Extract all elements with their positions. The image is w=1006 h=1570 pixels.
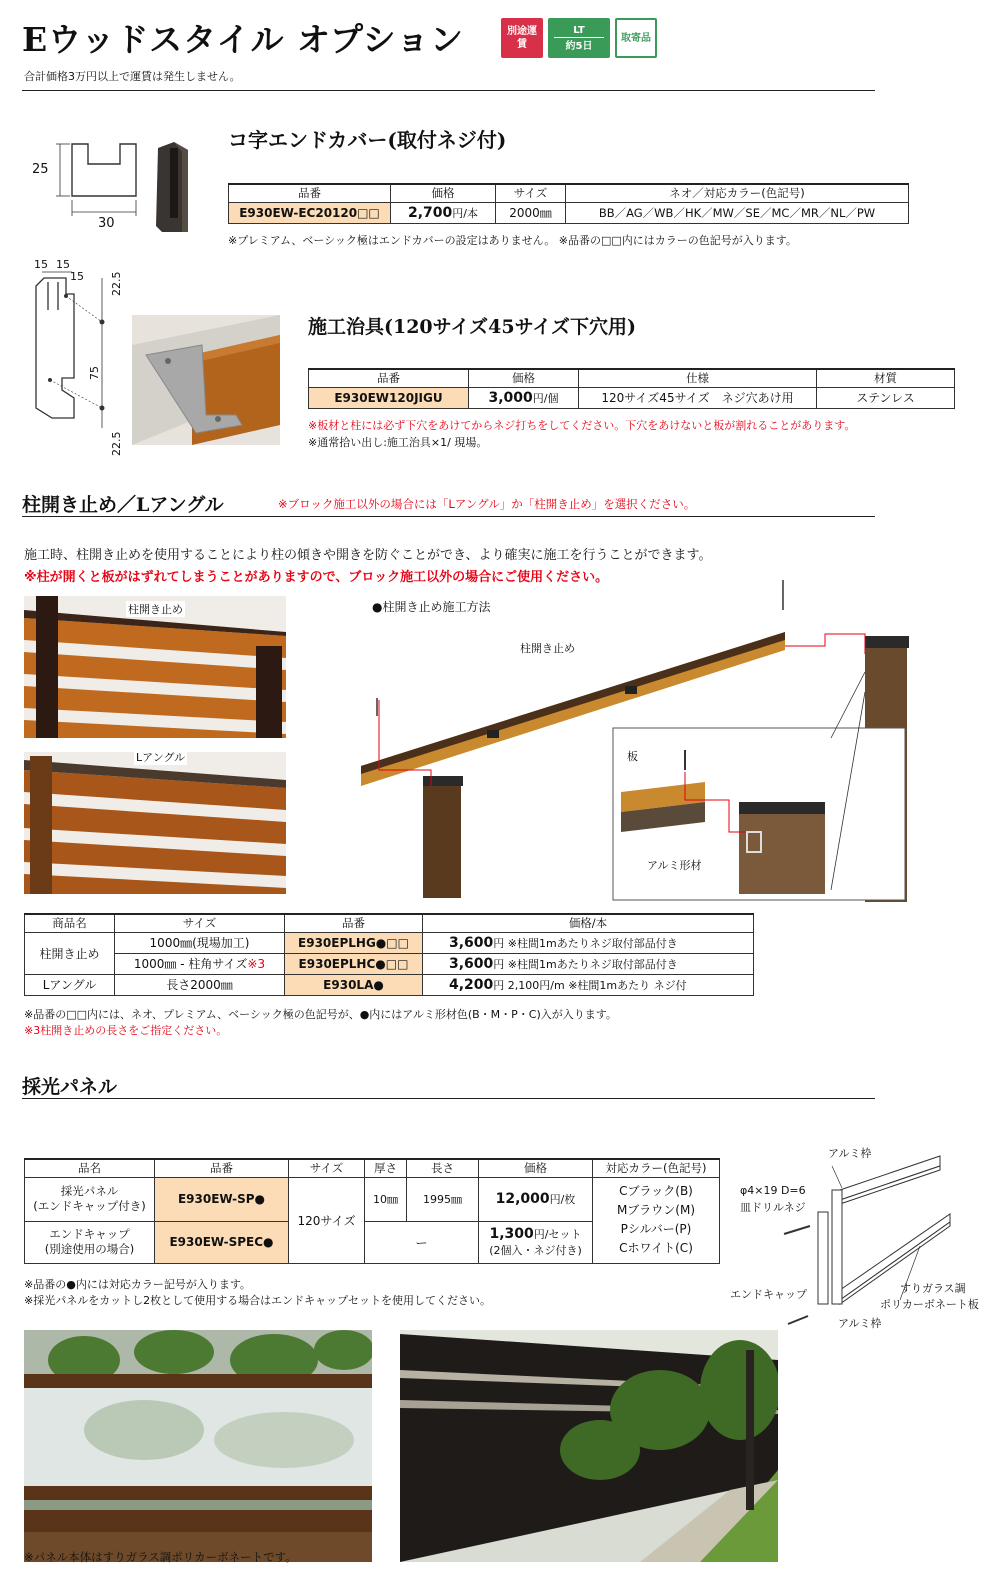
col-header-price: 価格 — [391, 184, 496, 202]
price: 4,200円 2,100円/m ※柱間1mあたり ネジ付 — [423, 974, 754, 995]
page-subtitle: 合計価格3万円以上で運賃は発生しません。 — [24, 70, 241, 83]
product-name: Lアングル — [25, 974, 115, 995]
size: 長さ2000㎜ — [115, 974, 285, 995]
diagram-glass-2: ポリカーボネート板 — [880, 1298, 979, 1311]
part-number: E930EW-EC20120□□ — [229, 202, 391, 223]
col-header-price: 価格/本 — [423, 914, 754, 932]
post-stop-photo-label: 柱開き止め — [128, 603, 183, 616]
inset-board-label: 板 — [627, 750, 638, 763]
lead-time-badge — [548, 18, 610, 58]
table-row — [25, 974, 754, 995]
post-stop-title-note: ※ブロック施工以外の場合には「Lアングル」か「柱開き止め」を選択ください。 — [278, 497, 696, 511]
spec: 120サイズ45サイズ ネジ穴あけ用 — [579, 387, 817, 408]
post-stop-photo — [24, 596, 286, 738]
size: 120サイズ — [289, 1177, 365, 1263]
length: 1995㎜ — [407, 1177, 479, 1221]
price: 2,700円/本 — [391, 202, 496, 223]
end-cover-width-dim: 30 — [98, 216, 115, 231]
diagram-glass-1: すりガラス調 — [900, 1282, 966, 1295]
col-header-thickness: 厚さ — [365, 1159, 407, 1177]
diagram-screw-spec: φ4×19 D=6 — [740, 1184, 806, 1197]
col-header-price: 価格 — [479, 1159, 593, 1177]
end-cover-height-dim: 25 — [32, 162, 49, 177]
panel-rule — [22, 1098, 875, 1099]
product-name: エンドキャップ (別途使用の場合) — [25, 1221, 155, 1263]
jig-title: 施工治具(120サイズ45サイズ下穴用) — [308, 316, 637, 338]
panel-note-2: ※採光パネルをカットし2枚として使用する場合はエンドキャップセットを使用してください。 — [24, 1294, 491, 1307]
jig-dim-b: 15 — [56, 258, 70, 271]
panel-photo-note: ※パネル本体はすりガラス調ポリカーボネートです。 — [24, 1550, 297, 1564]
col-header-colors: ネオ／対応カラー(色記号) — [566, 184, 909, 202]
inset-alu-label: アルミ形材 — [647, 859, 702, 872]
header-rule — [22, 90, 875, 91]
part-number: E930EW-SPEC● — [155, 1221, 289, 1263]
post-stop-desc-red: ※柱が開くと板がはずれてしまうことがありますので、ブロック施工以外の場合にご使用ください。 — [24, 570, 609, 585]
col-header-part-no: 品番 — [309, 369, 469, 387]
diagram-alu-bottom: アルミ枠 — [838, 1317, 882, 1330]
dimension-na: ー — [365, 1221, 479, 1263]
lead-time-value: 約5日 — [565, 40, 593, 52]
jig-note-red: ※板材と柱には必ず下穴をあけてからネジ打ちをしてください。下穴をあけないと板が割れることがあります。 — [308, 419, 856, 432]
panel-table — [24, 1158, 720, 1264]
jig-dim-f: 22.5 — [110, 431, 123, 456]
price: 3,600円 ※柱間1mあたりネジ取付部品付き — [423, 953, 754, 974]
panel-title: 採光パネル — [22, 1076, 118, 1098]
post-stop-title: 柱開き止め／Lアングル — [22, 494, 224, 516]
table-row — [25, 932, 754, 953]
method-diagram — [355, 570, 915, 905]
diagram-screw-name: 皿ドリルネジ — [740, 1201, 806, 1214]
part-number: E930EPLHG●□□ — [285, 932, 423, 953]
col-header-spec: 仕様 — [579, 369, 817, 387]
table-row — [229, 202, 909, 223]
col-header-name: 商品名 — [25, 914, 115, 932]
part-number: E930LA● — [285, 974, 423, 995]
l-angle-photo — [24, 752, 286, 894]
end-cover-title: コ字エンドカバー(取付ネジ付) — [228, 128, 507, 152]
table-row — [25, 953, 754, 974]
post-stop-table — [24, 913, 754, 996]
color-item: Cブラック(B) — [619, 1184, 693, 1198]
jig-dim-a: 15 — [34, 258, 48, 271]
end-cover-photo — [152, 140, 192, 234]
col-header-price: 価格 — [469, 369, 579, 387]
col-header-size: サイズ — [289, 1159, 365, 1177]
jig-photo — [132, 315, 280, 445]
l-angle-photo-label: Lアングル — [136, 751, 186, 764]
post-stop-rule — [22, 516, 875, 517]
lead-time-label: LT — [554, 24, 604, 38]
col-header-material: 材質 — [817, 369, 955, 387]
price: 3,600円 ※柱間1mあたりネジ取付部品付き — [423, 932, 754, 953]
jig-dim-c: 15 — [70, 270, 84, 283]
diagram-endcap: エンドキャップ — [730, 1288, 807, 1301]
panel-note-1: ※品番の●内には対応カラー記号が入ります。 — [24, 1278, 251, 1291]
part-number: E930EW120JIGU — [309, 387, 469, 408]
part-number: E930EW-SP● — [155, 1177, 289, 1221]
color-list — [593, 1177, 720, 1263]
product-name: 柱開き止め — [25, 932, 115, 974]
price: 12,000円/枚 — [479, 1177, 593, 1221]
size: 1000㎜ - 柱角サイズ※3 — [115, 953, 285, 974]
col-header-name: 品名 — [25, 1159, 155, 1177]
colors: BB／AG／WB／HK／MW／SE／MC／MR／NL／PW — [566, 202, 909, 223]
thickness: 10㎜ — [365, 1177, 407, 1221]
post-stop-note-2: ※3柱開き止めの長さをご指定ください。 — [24, 1024, 228, 1037]
col-header-length: 長さ — [407, 1159, 479, 1177]
color-item: Cホワイト(C) — [619, 1241, 693, 1255]
end-cover-note: ※プレミアム、ベーシック極はエンドカバーの設定はありません。 ※品番の□□内にはカラーの色記号が入ります。 — [228, 234, 797, 247]
price: 3,000円/個 — [469, 387, 579, 408]
diagram-alu-top: アルミ枠 — [828, 1147, 872, 1160]
end-cover-table — [228, 183, 909, 224]
table-row — [25, 1177, 720, 1221]
col-header-part-no: 品番 — [229, 184, 391, 202]
panel-closeup-photo — [24, 1330, 372, 1562]
jig-dim-e: 75 — [88, 366, 101, 380]
method-title: ●柱開き止め施工方法 — [372, 600, 491, 614]
table-row — [309, 387, 955, 408]
size: 1000㎜(現場加工) — [115, 932, 285, 953]
size: 2000㎜ — [496, 202, 566, 223]
part-number: E930EPLHC●□□ — [285, 953, 423, 974]
color-item: Mブラウン(M) — [616, 1203, 696, 1217]
col-header-part-no: 品番 — [285, 914, 423, 932]
color-item: Pシルバー(P) — [620, 1222, 692, 1236]
col-header-size: サイズ — [115, 914, 285, 932]
shipping-badge: 別途運賃 — [501, 18, 543, 58]
jig-note: ※通常拾い出し:施工治具×1/ 現場。 — [308, 436, 488, 449]
col-header-size: サイズ — [496, 184, 566, 202]
end-cover-dimension-drawing — [26, 134, 146, 234]
col-header-part-no: 品番 — [155, 1159, 289, 1177]
panel-garden-photo — [400, 1330, 778, 1562]
method-diagram-label: 柱開き止め — [520, 642, 575, 655]
col-header-colors: 対応カラー(色記号) — [593, 1159, 720, 1177]
jig-dim-d: 22.5 — [110, 271, 123, 296]
jig-table — [308, 368, 955, 409]
material: ステンレス — [817, 387, 955, 408]
post-stop-note-1: ※品番の□□内には、ネオ、プレミアム、ベーシック極の色記号が、●内にはアルミ形材色(B・M・P・C)入が入ります。 — [24, 1008, 617, 1021]
price: 1,300円/セット (2個入・ネジ付き) — [479, 1221, 593, 1263]
product-name: 採光パネル (エンドキャップ付き) — [25, 1177, 155, 1221]
post-stop-desc: 施工時、柱開き止めを使用することにより柱の傾きや開きを防ぐことができ、より確実に施工を行うことができます。 — [24, 548, 712, 563]
order-badge: 取寄品 — [615, 18, 657, 58]
page-title: Eウッドスタイル オプション — [22, 20, 465, 59]
